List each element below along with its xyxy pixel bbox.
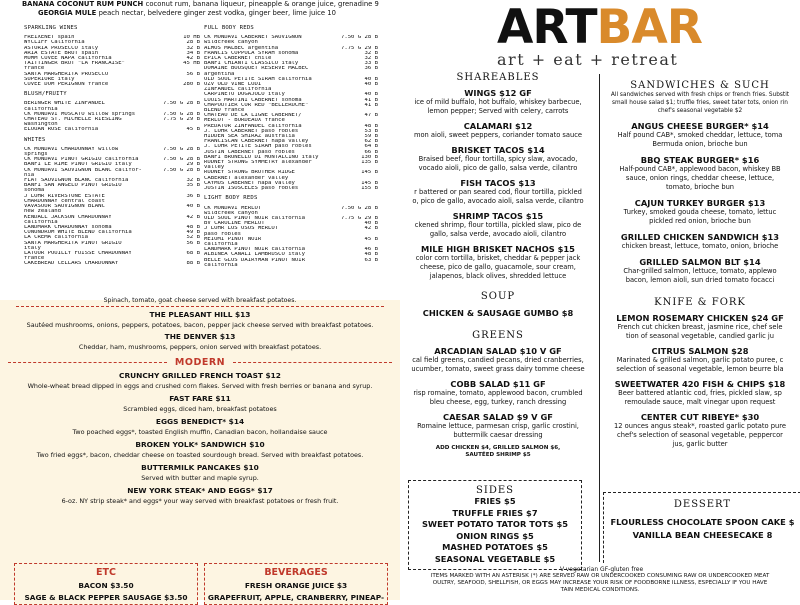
item-desc: bleu cheese, egg, turkey, ranch dressing [429,398,567,406]
wine-price: 52 B [186,235,200,241]
breakfast-panel [0,297,400,602]
wine-name: FRANCISCAN CABERNET napa valley [204,139,309,145]
wine-name: CK MONDAVI CABERNET SAUVIGNON [204,35,302,41]
wine-category: FULL BODY REDS [204,25,254,31]
wine-list-right [204,24,378,300]
item-desc: French cut chicken breast, jasmine rice, chef sele [617,323,783,331]
wine-price: 155 B [361,186,378,192]
cocktail-item: GEORGIA MULE peach nectar, belvedere ginger zest vodka, ginger beer, lime juice 10 [38,9,336,17]
note-line: SAUTÉED SHRIMP $5 [465,452,531,458]
wine-name: sonoma [24,188,45,194]
wine-price: 35 B [186,183,200,189]
wine-name: CONUNDRUM WHITE BLEND california [24,230,132,236]
side-item: SEASONAL VEGETABLE $5 [434,553,556,564]
wine-name: RODNEY STRONG BROTHER RIDGE [204,170,295,176]
side-item: TRUFFLE FRIES $7 [452,507,538,518]
item-desc: Half pound CAB*, smoked cheddar, lettuce, toma [617,131,783,139]
item-desc: buttermilk caesar dressing [453,431,543,439]
item-name: CHICKEN & SAUSAGE GUMBO $8 [422,308,574,318]
section-intro: chef's seasonal vegetable $2 [657,108,743,114]
wine-name: VAVASOUR SAUVIGNON BLANC [24,204,105,210]
wine-name: SANTA MARGHERITA PINOT GRIGIO [24,240,122,246]
wine-price: 33 B [364,61,378,67]
wine-name: J. LOHR CABERNET paso robles [204,128,299,134]
wine-name: J LOHR LOS OSOS MERLOT [204,226,279,232]
wine-category: WHITES [24,136,46,143]
menu-item [0,417,400,436]
wine-price: 130 B [361,154,378,160]
wine-price: 88 B [186,261,200,267]
wine-price: 34 B [186,50,200,56]
wine-name: CHATEAU ST. MICHELLE RIESLING [24,117,122,123]
cut-off-line: Spinach, tomato, goat cheese served with breakfast potatoes. [103,297,297,304]
wine-name: OLD SOUL PETITE SIRAH california [204,76,312,82]
item-name: EGGS BENEDICT* $14 [155,417,245,426]
logo-wordmark: ARTBAR [497,0,702,55]
item-desc: 12 ounces angus steak*, roasted garlic potato pure [614,422,786,430]
item-name: BBQ STEAK BURGER* $16 [640,155,760,165]
wine-name: springs [24,152,48,158]
wine-name: ZINFANDEL california [204,87,272,93]
wine-name: LATOUR POUILLY FUISSE CHARDONNAY [24,250,132,256]
item-desc: r battered or pan seared cod, flour tortilla, pickled [414,188,582,196]
wine-name: JUSTIN CABERNET paso robles [204,149,295,155]
wine-price: 41 B [364,97,378,103]
item-name: FISH TACOS $13 [460,178,536,188]
section-header-modern [0,357,400,368]
wine-name: BANFI BRUNELLO DI MONTALCINO italy [204,154,319,160]
item-name: CALAMARI $12 [463,121,533,131]
wine-price: 7.75 G 29 B [162,117,200,123]
wine-price: 10 HB [183,35,200,41]
item-desc: pickled red onion, brioche bun [649,217,751,225]
wine-name: ARIA ESTATE BRUT spain [24,50,99,56]
sides-box [408,480,582,570]
wine-name: CK MONDAVI MOSCATO willow springs [24,111,136,117]
wine-price: 7.50 G 28 B [162,111,200,117]
item-name: CAJUN TURKEY BURGER $13 [634,198,766,208]
diet-legend: V-vegetarian GF-gluten free [560,566,644,573]
box-line: GRAPEFRUIT, APPLE, CRANBERRY, PINEAP- [207,593,385,602]
spacer [24,87,200,90]
center-menu-column [400,70,596,459]
wine-name: BELLE GLOS DAIRYMAN PINOT NOIR [204,257,306,263]
wine-name: washington [24,122,58,128]
menu-item [0,310,400,329]
dessert-item: VANILLA BEAN CHEESECAKE 8 [632,530,773,540]
wine-name: paso robles [204,231,242,237]
wine-name: JUSTIN ISOSCELES paso robles [204,186,299,192]
wine-price: 28 B [186,40,200,46]
item-desc: bacon, lemon aioli, sun dried tomato focacci [625,276,775,284]
item-desc: Char-grilled salmon, lettuce, tomato, applewo [623,267,777,275]
wine-name: ASTORIA PROSECCO italy [24,45,99,51]
wine-row [204,263,378,268]
item-name: CENTER CUT RIBEYE* $30 [640,412,760,422]
modern-items [0,371,400,505]
wine-name: LANDMARK PINOT NOIR california [204,247,306,253]
item-name: COBB SALAD $11 GF [450,379,546,389]
wine-name: CK MONDAVI SAUVIGNON BLANC califor- [24,167,142,173]
wine-category: LIGHT BODY REDS [204,195,258,202]
item-name: ARCADIAN SALAD $10 V GF [434,346,562,356]
wine-row [24,168,200,173]
spacer [24,133,200,136]
wine-name: CK MONDAVI PINOT GRIGIO california [24,157,139,163]
wine-name: france [24,66,45,72]
dessert-box [603,492,800,563]
wine-price: 40 B [186,204,200,210]
item-desc: o, pico de gallo, avocado aioli, salsa verde, cilantro [412,197,584,205]
wine-price: 40 B [364,221,378,227]
divider [16,306,384,307]
box-title: BEVERAGES [264,567,328,578]
wine-name: CHATEAU DE LA LIGNE CABERNET/ [204,113,302,119]
item-desc: ice of mild buffalo, hot buffalo, whiskey barbecue, [414,98,582,106]
item-name: GRILLED SALMON BLT $14 [639,257,761,267]
section-title: SOUP [480,291,516,302]
item-name: BUTTERMILK PANCAKES $10 [141,463,259,472]
wine-name: MUMM CUVEE NAPA california [24,56,112,62]
wine-price: 56 B [186,71,200,77]
wine-price: 49 B [186,230,200,236]
wine-name: SANTA MARGHERITA PROSECCO [24,71,109,77]
wine-price: 7.75 G 29 B [340,215,378,221]
item-name: CITRUS SALMON $28 [651,346,749,356]
section-title: SHAREABLES [456,72,540,83]
wine-row [24,147,200,152]
item-desc: Whole-wheat bread dipped in eggs and crushed corn flakes. Served with fresh berries or banana and syrup. [27,382,373,390]
item-desc: vocado aioli, pico de gallo, salsa verde, cilantro [418,164,578,172]
item-desc: Served with butter and maple syrup. [141,474,259,482]
cocktail-item: BANANA COCONUT RUM PUNCH coconut rum, banana liqueur, pineapple & orange juice, grenadine 9 [22,0,379,8]
wine-category: SPARKLING WINES [24,25,78,31]
item-name: FAST FARE $11 [169,394,231,403]
item-desc: chef's selection of seasonal vegetable, peppercor [617,431,783,439]
wine-name: nia [24,172,35,178]
item-desc: Cheddar, ham, mushrooms, peppers, onion served with breakfast potatoes. [78,343,322,351]
wine-price: 48 B [364,252,378,258]
cocktail-strip [0,0,380,20]
item-desc: remoulade sauce, malt vinegar upon request [624,398,776,406]
wine-name: wildcreek canyon [204,40,258,46]
wine-price: 7.50 G 28 B [162,101,200,107]
wine-name: FLAT SAUVIGNON BLANC california [24,178,129,184]
section-title: SIDES [476,485,514,496]
menu-item [0,463,400,482]
wine-price: 53 B [364,128,378,134]
wine-name: MEIOMI PINOT NOIR [204,236,262,242]
item-name: BROKEN YOLK* SANDWICH $10 [135,440,265,449]
wine-name: BV CAROLINE MERLOT [204,221,265,227]
section-title: MODERN [174,357,226,368]
wine-name: FREIXENET spain [24,35,75,41]
wine-price: 32 B [364,56,378,62]
wine-name: MERLOT - BORDEAUX france [204,118,285,124]
wine-price: 40 B [364,76,378,82]
wine-name: BERINGER WHITE ZINFANDEL [24,101,105,107]
menu-item [0,440,400,459]
wine-row [24,261,200,266]
wine-name: ELOUAN ROSE california [24,127,99,133]
etc-box [14,563,198,605]
side-item: MASHED POTATOES $5 [442,542,548,552]
wine-price: 47 B [364,113,378,119]
wine-name: CARPINETO DOGAJOLO italy [204,92,285,98]
item-name: NEW YORK STEAK* AND EGGS* $17 [127,486,273,495]
section-note [400,445,596,459]
wine-name: EPICA CABERNET chile [204,56,272,62]
wine-name: CUVEE DOM PERIGNON france [24,82,109,88]
wine-price: 29 B [186,162,200,168]
wine-name: california [204,262,238,268]
wine-name: HIDDEN SEA SHIRAZ australia [204,134,295,140]
wine-price: 42 B [186,56,200,62]
wine-name: BANFI SAN ANGELO PINOT GRIGIO [24,183,122,189]
box-line: BACON $3.50 [78,581,134,590]
wine-price: 32 B [186,45,200,51]
item-desc: tion of seasonal vegetable, candied garlic ju [625,332,775,340]
section-title: DESSERT [673,499,732,510]
item-name: CRUNCHY GRILLED FRENCH TOAST $12 [119,371,281,380]
wine-name: valley [204,165,225,171]
item-desc: 6-oz. NY strip steak* and eggs* your way served with breakfast potatoes or fresh fruit. [61,497,339,505]
item-desc: Marinated & grilled salmon, garlic potato puree, c [616,356,784,364]
item-desc: ucumber, tomato, sweet grass dairy tomme cheese [411,365,585,373]
item-desc: jus, garlic butter [672,440,728,448]
wine-price: 7.50 G 28 B [340,35,378,41]
wine-name: J LOHR RIVERSTONE ESTATE [24,193,105,199]
divider [233,362,392,363]
item-desc: risp romaine, tomato, applewood bacon, crumbled [413,389,583,397]
box-title: ETC [96,567,116,578]
wine-price: 63 B [364,257,378,263]
wine-price: 7.50 G 28 B [162,167,200,173]
wine-name: BANFI CHIANTI CLASSICO italy [204,61,299,67]
box-line: SAGE & BLACK PEPPER SAUSAGE $3.50 [24,593,188,602]
wine-name: J. LOHR PETITE SIRAH paso robles [204,144,312,150]
wine-name: new zealand [24,209,62,215]
item-desc: Braised beef, flour tortilla, spicy slaw, avocado, [418,155,578,163]
wine-price: 45 B [364,236,378,242]
item-name: SWEETWATER 420 FISH & CHIPS $18 [614,379,786,389]
right-menu-column [600,78,800,449]
wine-price: 145 B [361,180,378,186]
item-desc: Romaine lettuce, parmesan crisp, garlic crostini, [417,422,579,430]
wine-price: 48 B [364,123,378,129]
wine-name: DOMAINE BOUSQUET RESERVE MALBEC [204,66,309,72]
item-desc: Bermuda onion, brioche bun [652,140,748,148]
wine-name: CK MONDAVI CHARDONNAY willow [24,146,119,152]
item-desc: ckened shrimp, flour tortilla, pickled slaw, pico de [414,221,582,229]
item-desc: mon aioli, sweet peppers, coriander tomato sauce [413,131,583,139]
menu-item [0,371,400,390]
wine-price: 7.75 G 29 B [340,45,378,51]
side-item: SWEET POTATO TATOR TOTS $5 [421,519,569,529]
wine-list-left [24,24,200,300]
section-title: KNIFE & FORK [654,297,746,308]
artbar-logo [497,0,793,70]
wine-name: CHARDONNAY central coast [24,198,105,204]
wine-name: KENDALL JACKSON CHARDONNAY [24,214,112,220]
item-desc: tomato, brioche bun [665,183,735,191]
wine-name: LANDMARK CHARDONNAY sonoma [24,224,112,230]
wine-price: 41 B [364,102,378,108]
item-desc: cheese, pico de gallo, guacamole, sour cream, [420,263,576,271]
item-desc: jalapenos, black olives, shredded lettuce [429,272,567,280]
wine-price: 42 B [186,214,200,220]
wine-name: california [24,219,58,225]
item-desc: gallo, salsa verde, avocado aioli, cilantro [429,230,567,238]
wine-name: california [24,106,58,112]
wine-name: TAITTINGER BRUT "LA FRANCAISE" [24,61,126,67]
logo-tagline: art + eat + retreat [497,50,679,69]
item-name: CAESAR SALAD $9 V GF [443,412,553,422]
side-item: FRIES $5 [474,496,516,506]
item-desc: Scrambled eggs, diced ham, breakfast potatoes [123,405,277,413]
wine-price: 48 B [186,224,200,230]
wine-name: ALMOS MALBEC argentina [204,45,279,51]
dessert-item: FLOURLESS CHOCOLATE SPOON CAKE $ [610,517,795,527]
wine-name: WYCLIFF California [24,40,85,46]
wine-price: 7.50 G 28 B [340,205,378,211]
item-desc: chicken breast, lettuce, tomato, onion, brioche [621,242,779,250]
item-name: THE PLEASANT HILL $13 [149,310,251,319]
wine-name: california [204,241,238,247]
wine-price: 135 B [361,160,378,166]
wine-price: 42 B [364,226,378,232]
wine-name: italy [24,245,41,251]
beverages-box [204,563,388,605]
wine-name: france [24,256,45,262]
wine-price: 68 B [186,250,200,256]
menu-item [0,394,400,413]
wine-name: argentina [204,71,235,77]
wine-name: wildcreek canyon [204,210,258,216]
item-name: ANGUS CHEESE BURGER* $14 [631,121,769,131]
item-name: LEMON ROSEMARY CHICKEN $24 GF [616,313,784,323]
item-desc: Two fried eggs*, bacon, cheddar cheese on toasted sourdough bread. Served with breakfast potatoes. [36,451,364,459]
wine-name: ALBINEA CANALI LAMBRUSCO italy [204,252,306,258]
wine-price: 45 HB [183,61,200,67]
wine-price: 64 B [364,144,378,150]
wine-name: PREDATOR ZINFANDEL california [204,123,302,129]
note-line: ADD CHICKEN $4, GRILLED SALMON $6, [435,445,561,451]
box-line: FRESH ORANGE JUICE $3 [244,581,348,590]
wine-price: 32 B [186,178,200,184]
wine-name: LOUIS MARTINI CABERNET sonoma [204,97,302,103]
item-name: THE DENVER $13 [164,332,236,341]
item-name: WINGS $12 GF [464,88,532,98]
wine-price: 32 B [364,50,378,56]
menu-item [0,332,400,351]
side-item: ONION RINGS $5 [456,530,534,541]
wine-price: 40 B [364,92,378,98]
wine-price: 280 B [183,82,200,88]
wine-price: 66 B [364,149,378,155]
wine-price: 36 B [186,193,200,199]
wine-name: CABERNET alexander valley [204,175,289,181]
item-desc: Sautéed mushrooms, onions, peppers, potatoes, bacon, pepper jack cheese served with breakfast potatoes. [26,321,374,329]
section-intro: small house salad $1; truffle fries, sweet tater tots, onion rin [612,100,788,106]
wine-price: 46 B [364,247,378,253]
wine-price: 36 B [364,66,378,72]
wine-price: 56 B [186,240,200,246]
item-desc: cal field greens, candied pecans, dried cranberries, [412,356,584,364]
item-desc: lemon pepper; Served with celery, carrots [427,107,569,115]
wine-name: CAKEBREAD CELLARS CHARDONNAY [24,261,119,267]
item-desc: Turkey, smoked gouda cheese, tomato, lettuc [623,208,777,216]
wine-price: 62 B [364,139,378,145]
wine-name: FRANCIS COPPOLA SYRAH sonoma [204,50,299,56]
item-desc: Two poached eggs*, toasted English muffin, Canadian bacon, hollandaise sauce [72,428,328,436]
wine-name: RODNEY STRONG SYMMETRY alexander [204,160,312,166]
section-intro: All sandwiches served with fresh chips or french fries. Substit [610,92,790,98]
wine-price: 40 B [364,82,378,88]
wine-price: 7.50 G 28 B [162,157,200,163]
spacer [204,191,378,194]
item-name: GRILLED CHICKEN SANDWICH $13 [620,232,780,242]
wine-name: SUPERIORE italy [24,76,75,82]
item-name: MILE HIGH BRISKET NACHOS $15 [421,244,575,254]
item-name: BRISKET TACOS $14 [451,145,545,155]
wine-price [376,263,378,268]
item-desc: selection of seasonal vegetable, lemon beurre bla [616,365,784,373]
section-title: GREENS [472,330,524,341]
wine-name: CK MONDAVI MERLOT [204,205,262,211]
item-desc: sauce, onion rings, cheddar cheese, lettuce, [625,174,775,182]
divider [8,362,167,363]
menu-item [0,486,400,505]
wine-name: BLEND france [204,108,245,114]
wine-name: OLD SOUL PINOT NOIR california [204,215,306,221]
wine-category: BLUSH/FRUITY [24,91,67,98]
item-name: SHRIMP TACOS $15 [452,211,544,221]
raw-food-disclaimer: ITEMS MARKED WITH AN ASTERISK (*) ARE SERVED RAW OR UNDERCOOKED CONSUMING RAW OR UNDERCOOKED MEAT OULTRY, SEAFOOD, SHELLFISH, OR EGGS MAY INCREASE YOUR RISK OF FOODBORNE ILLNESS, ESPECIALLY IF YOU HAVE TAIN MEDICAL CONDITIONS. [430,573,770,593]
wine-price: 7.50 G 28 B [162,146,200,152]
wine-price: 45 B [186,127,200,133]
wine-name: BANFI LE RIME PINOT GRIGIO italy [24,162,132,168]
wine-price: 145 B [361,170,378,176]
item-desc: color corn tortilla, brisket, cheddar & pepper jack [415,254,581,262]
wine-price: 59 B [364,134,378,140]
item-desc: Half-pound CAB*, applewood bacon, whiskey BB [619,165,781,173]
section-title: SANDWICHES & SUCH [630,80,770,91]
wine-name: LA CREMA california [24,235,88,241]
wine-name: CHAPOUTIER COR RED "BELLERUCHE" [204,102,309,108]
item-desc: Beer battered atlantic cod, fries, pickled slaw, sp [618,389,782,397]
wine-name: OZV OLD VINE LODI [204,82,262,88]
wine-name: CAYMUS CABERNET napa valley [204,180,295,186]
